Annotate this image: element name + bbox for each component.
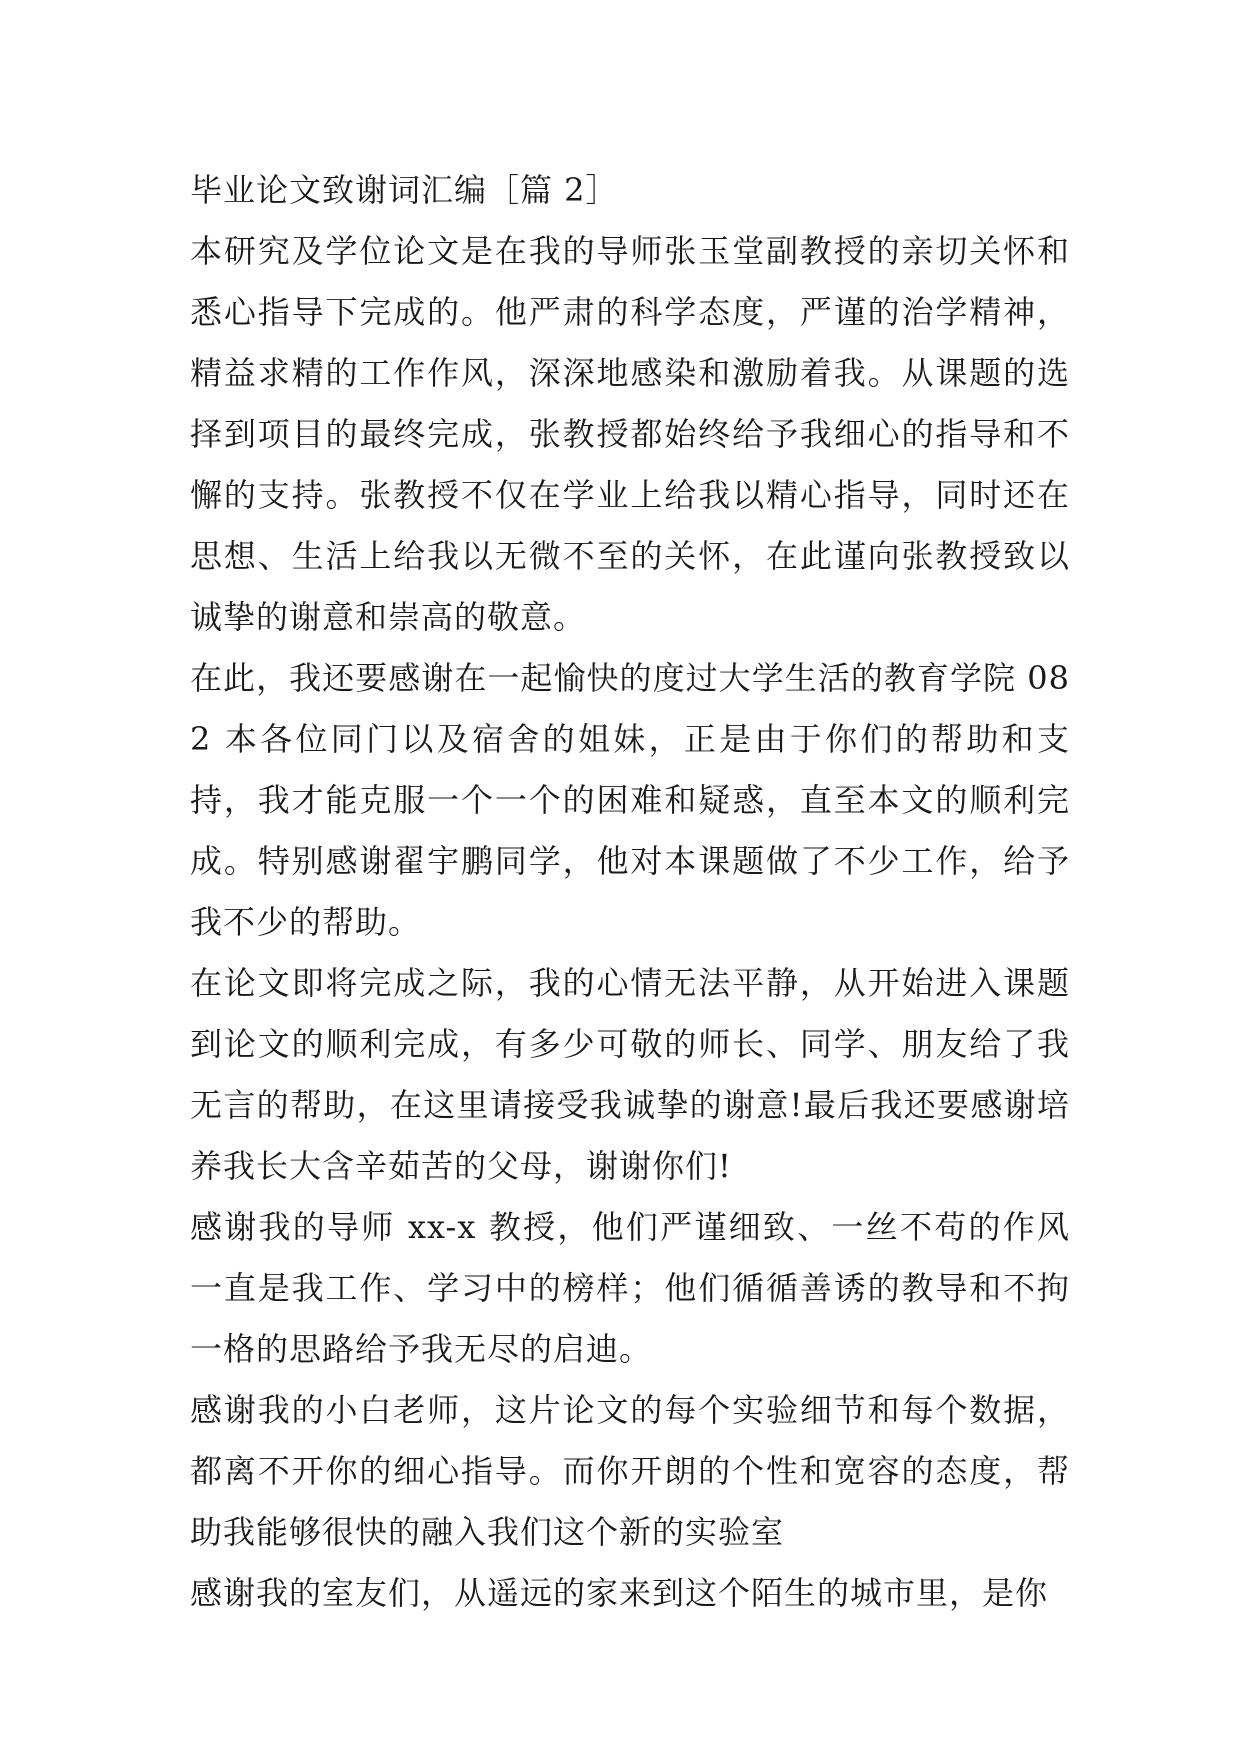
document-body (190, 160, 1070, 1624)
paragraph-teacher-thanks: 感谢我的小白老师，这片论文的每个实验细节和每个数据，都离不开你的细心指导。而你开朗的个性和宽容的态度，帮助我能够很快的融入我们这个新的实验室 (190, 1391, 1070, 1551)
paragraph-classmates-thanks: 在此，我还要感谢在一起愉快的度过大学生活的教育学院 082 本各位同门以及宿舍的姐妹，正是由于你们的帮助和支持，我才能克服一个一个的困难和疑惑，直至本文的顺利完成。特别感谢翟宇鹏同学，他对本课题做了不少工作，给予我不少的帮助。 (190, 659, 1070, 941)
paragraph-parents-thanks: 在论文即将完成之际，我的心情无法平静，从开始进入课题到论文的顺利完成，有多少可敬的师长、同学、朋友给了我无言的帮助，在这里请接受我诚挚的谢意!最后我还要感谢培养我长大含辛茹苦的父母，谢谢你们! (190, 964, 1070, 1185)
paragraph-advisor-thanks: 本研究及学位论文是在我的导师张玉堂副教授的亲切关怀和悉心指导下完成的。他严肃的科学态度，严谨的治学精神，精益求精的工作作风，深深地感染和激励着我。从课题的选择到项目的最终完成，张教授都始终给予我细心的指导和不懈的支持。张教授不仅在学业上给我以精心指导，同时还在思想、生活上给我以无微不至的关怀，在此谨向张教授致以诚挚的谢意和崇高的敬意。 (190, 232, 1070, 636)
paragraph-mentor-thanks: 感谢我的导师 xx-x 教授，他们严谨细致、一丝不苟的作风一直是我工作、学习中的榜样；他们循循善诱的教导和不拘一格的思路给予我无尽的启迪。 (190, 1208, 1070, 1368)
document-title: 毕业论文致谢词汇编［篇 2］ (190, 171, 619, 209)
paragraph-roommates-thanks: 感谢我的室友们，从遥远的家来到这个陌生的城市里，是你 (190, 1574, 1049, 1612)
